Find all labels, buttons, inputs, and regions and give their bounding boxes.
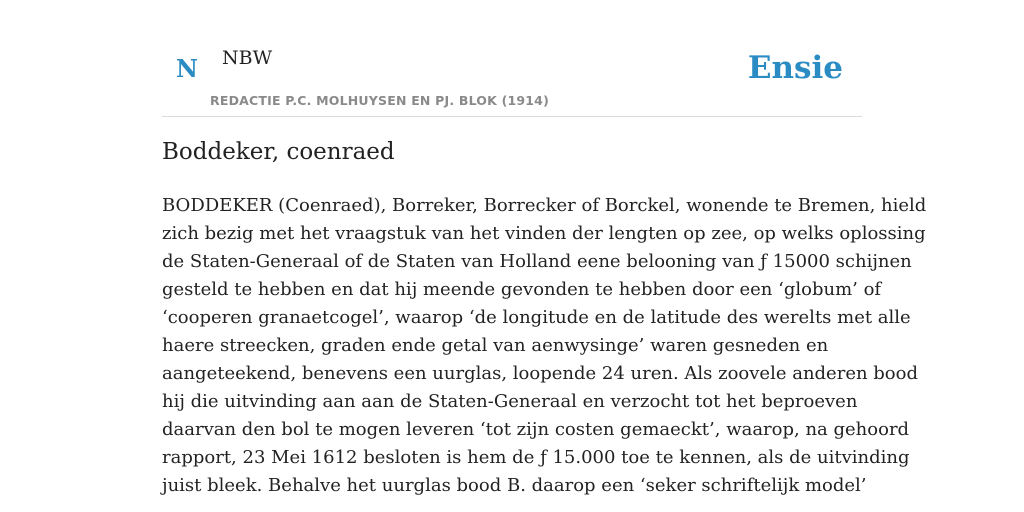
work-logo-letter[interactable]: N bbox=[176, 54, 198, 83]
article-body-line: de Staten-Generaal of de Staten van Holland eene belooning van ƒ 15000 schijnen bbox=[162, 251, 912, 272]
article-body-line: daarvan den bol te mogen leveren ‘tot zijn costen gemaeckt’, waarop, na gehoord bbox=[162, 419, 910, 440]
article-body-line: ‘cooperen granaetcogel’, waarop ‘de longitude en de latitude des werelts met alle bbox=[162, 307, 911, 328]
article-body-line: zich bezig met het vraagstuk van het vinden der lengten op zee, op welks oplossing bbox=[162, 223, 926, 244]
article-body-line: rapport, 23 Mei 1612 besloten is hem de ƒ 15.000 toe te kennen, als de uitvinding bbox=[162, 447, 910, 468]
work-subtitle: REDACTIE P.C. MOLHUYSEN EN PJ. BLOK (1914) bbox=[210, 93, 549, 108]
site-header bbox=[162, 0, 862, 117]
article-body-line: juist bleek. Behalve het uurglas bood B. daarop een ‘seker schriftelijk model’ bbox=[162, 475, 867, 496]
article-body-line: gesteld te hebben en dat hij meende gevonden te hebben door een ‘globum’ of bbox=[162, 279, 882, 300]
work-title[interactable]: NBW bbox=[222, 47, 273, 69]
article-title: Boddeker, coenraed bbox=[162, 139, 395, 165]
article-body bbox=[162, 192, 927, 500]
brand-logo[interactable]: Ensie bbox=[747, 50, 843, 86]
article-body-line: hij die uitvinding aan aan de Staten-Generaal en verzocht tot het beproeven bbox=[162, 391, 858, 412]
article-body-line: aangeteekend, benevens een uurglas, loopende 24 uren. Als zoovele anderen bood bbox=[162, 363, 918, 384]
article-body-line: BODDEKER (Coenraed), Borreker, Borrecker of Borckel, wonende te Bremen, hield bbox=[162, 195, 927, 216]
article-body-line: haere streecken, graden ende getal van aenwysinge’ waren gesneden en bbox=[162, 335, 829, 356]
